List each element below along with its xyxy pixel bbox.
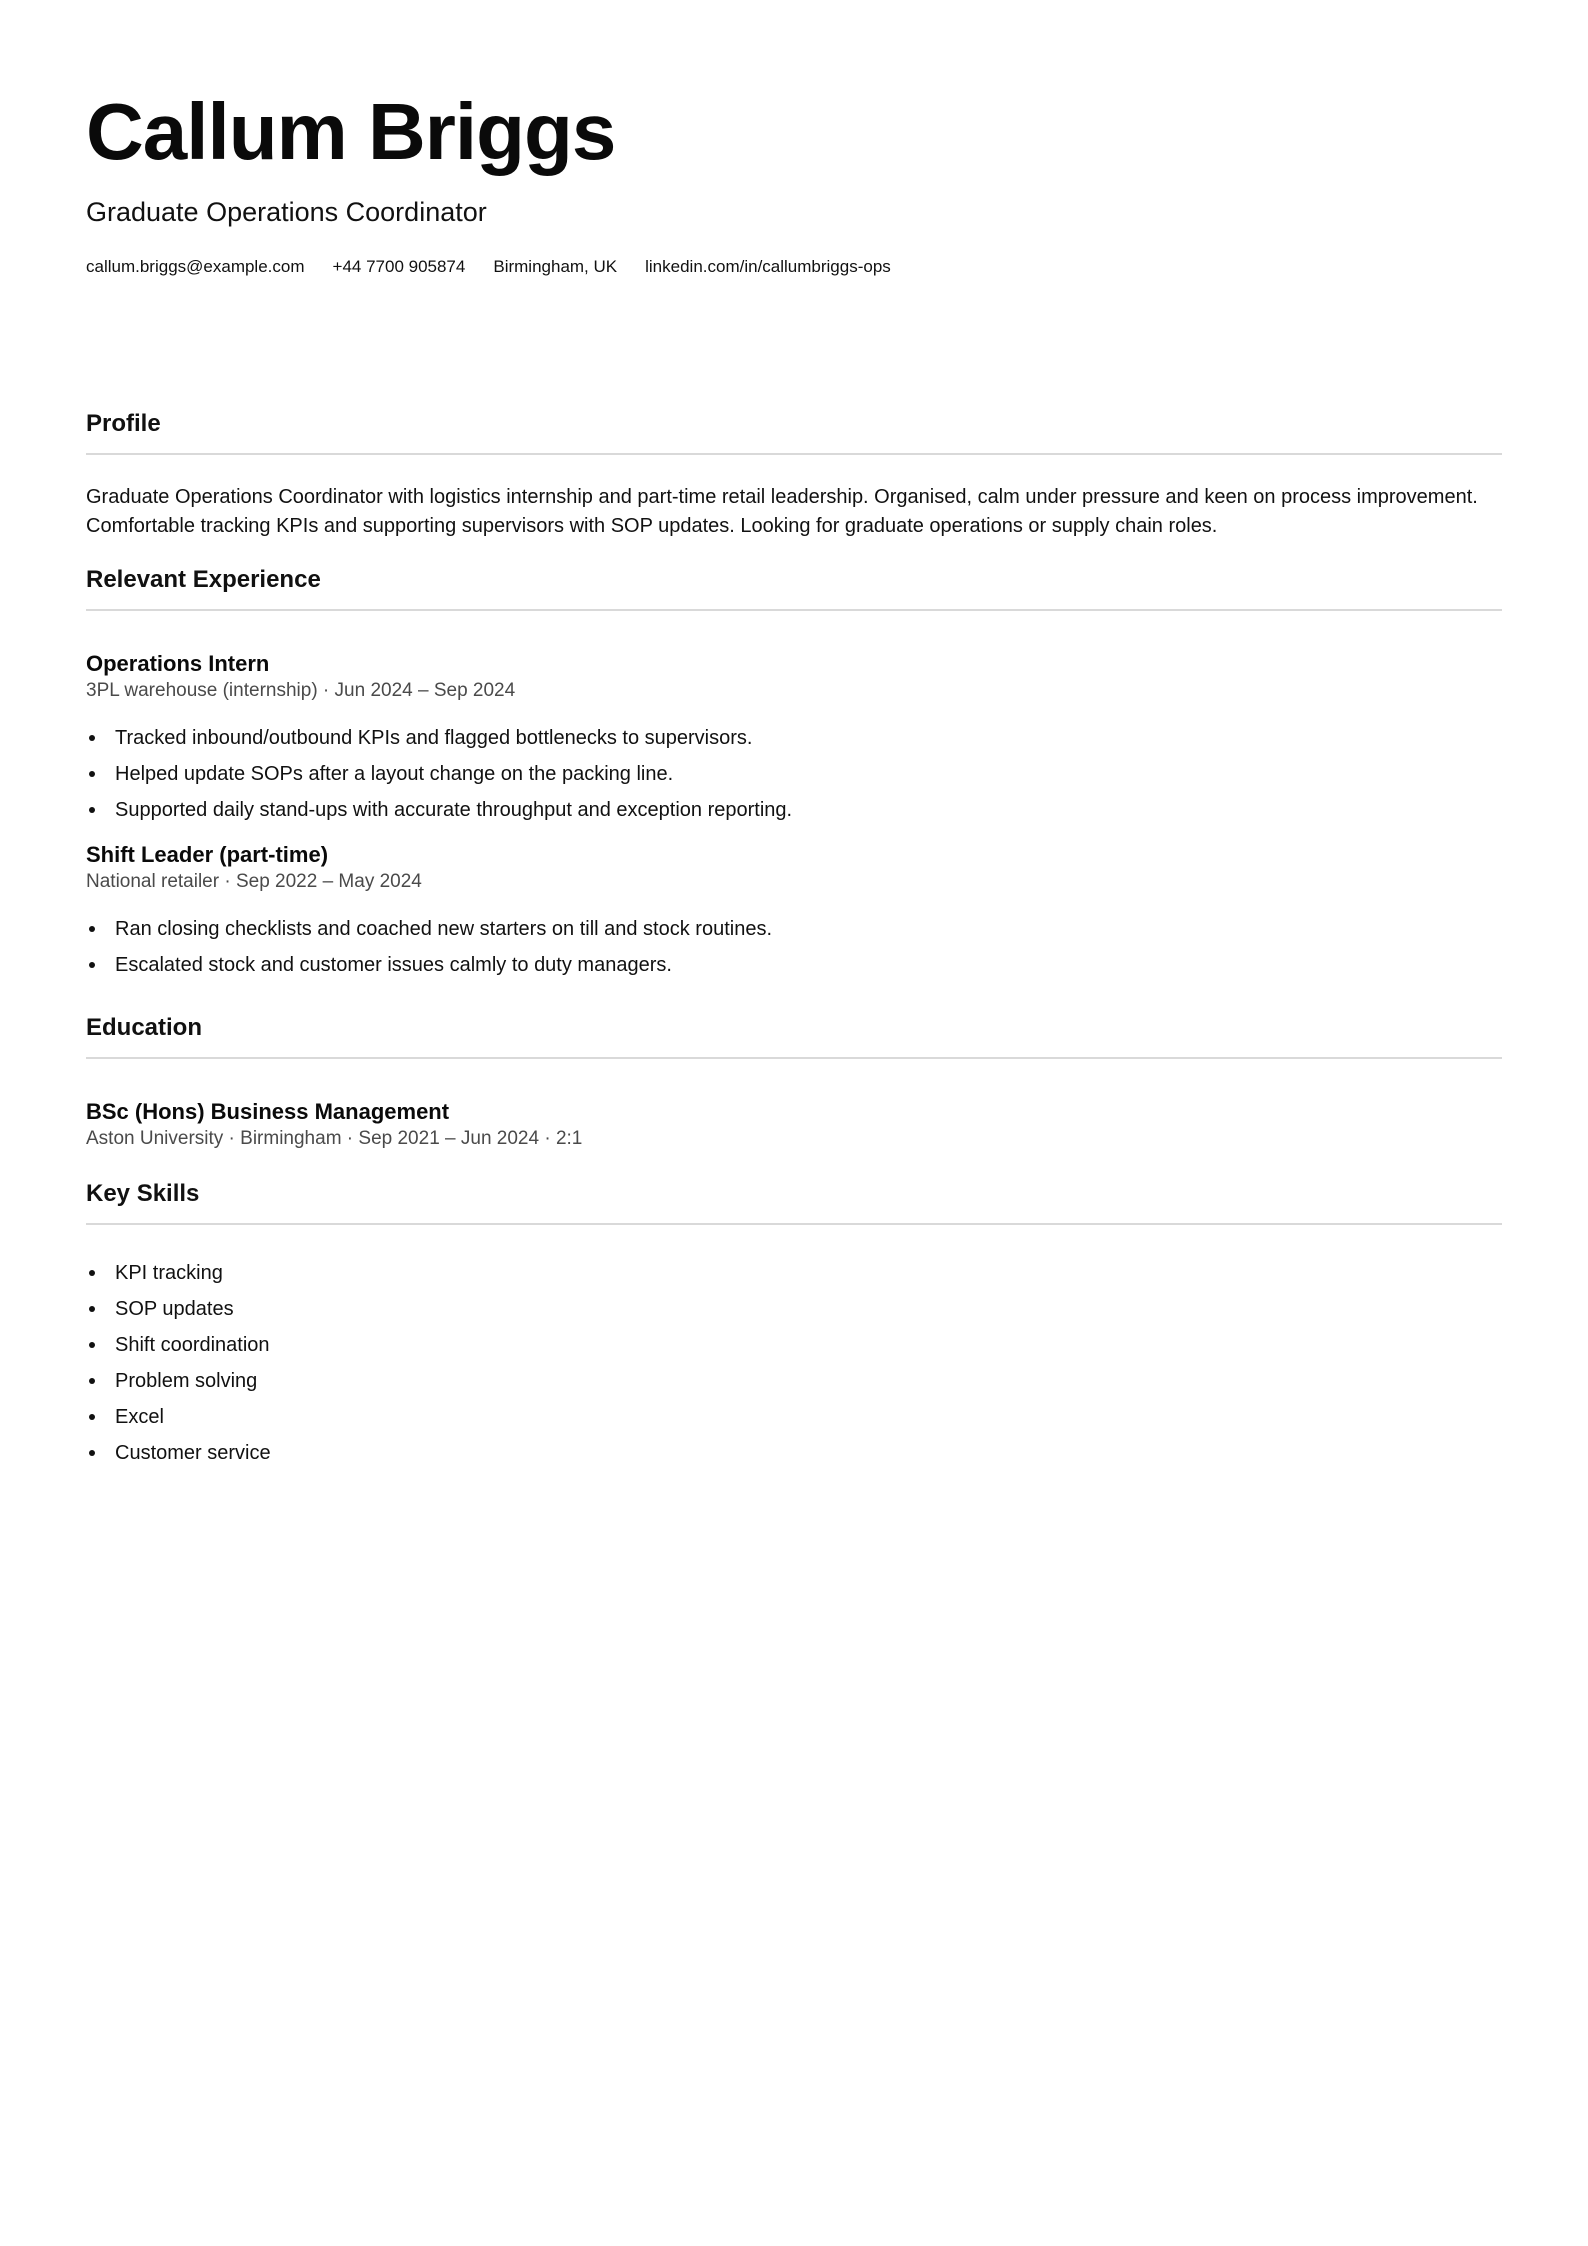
skills-list <box>86 1255 1502 1471</box>
job-bullet: Ran closing checklists and coached new starters on till and stock routines. <box>115 911 1502 947</box>
skills-section <box>86 1180 1502 1471</box>
job-bullet: Supported daily stand-ups with accurate throughput and exception reporting. <box>115 792 1502 828</box>
candidate-name: Callum Briggs <box>86 87 616 176</box>
section-divider <box>86 609 1502 611</box>
education-meta: Aston University · Birmingham · Sep 2021 – Jun 2024 · 2:1 <box>86 1128 583 1150</box>
education-section <box>86 1014 1502 1152</box>
job-bullet: Tracked inbound/outbound KPIs and flagged bottlenecks to supervisors. <box>115 720 1502 756</box>
education-entry <box>86 1099 1502 1152</box>
degree-title: BSc (Hons) Business Management <box>86 1098 450 1124</box>
skill-item: KPI tracking <box>115 1255 1502 1291</box>
section-title-education: Education <box>86 1014 203 1041</box>
profile-summary: Graduate Operations Coordinator with logistics internship and part-time retail leadership. Organised, calm under pressure and keen on process improvement. Comfortable tracking KPIs and supporting supervisors with SOP updates. Looking for graduate operations or supply chain roles. <box>86 485 1478 537</box>
job-bullet: Escalated stock and customer issues calmly to duty managers. <box>115 947 1502 983</box>
section-divider <box>86 1057 1502 1059</box>
section-title-profile: Profile <box>86 410 161 437</box>
job-entry <box>86 651 1502 828</box>
skill-item: Problem solving <box>115 1363 1502 1399</box>
job-meta: National retailer · Sep 2022 – May 2024 <box>86 871 422 893</box>
section-divider <box>86 1223 1502 1225</box>
section-divider <box>86 453 1502 455</box>
skill-item: Customer service <box>115 1435 1502 1471</box>
job-bullets <box>86 911 1502 983</box>
job-meta: 3PL warehouse (internship) · Jun 2024 – Sep 2024 <box>86 680 516 702</box>
candidate-role: Graduate Operations Coordinator <box>86 197 487 227</box>
job-title: Shift Leader (part-time) <box>86 841 329 867</box>
job-title: Operations Intern <box>86 650 270 676</box>
job-bullet: Helped update SOPs after a layout change on the packing line. <box>115 756 1502 792</box>
contact-linkedin[interactable]: linkedin.com/in/callumbriggs-ops <box>645 257 891 276</box>
contact-phone[interactable]: +44 7700 905874 <box>332 257 466 276</box>
contact-email[interactable]: callum.briggs@example.com <box>86 257 305 276</box>
skill-item: Excel <box>115 1399 1502 1435</box>
contact-line <box>86 256 891 278</box>
job-bullets <box>86 720 1502 828</box>
section-title-experience: Relevant Experience <box>86 566 321 593</box>
contact-location: Birmingham, UK <box>493 257 618 276</box>
skill-item: SOP updates <box>115 1291 1502 1327</box>
experience-section <box>86 566 1502 983</box>
skill-item: Shift coordination <box>115 1327 1502 1363</box>
job-entry <box>86 842 1502 983</box>
section-title-skills: Key Skills <box>86 1180 200 1207</box>
profile-section <box>86 410 1502 541</box>
